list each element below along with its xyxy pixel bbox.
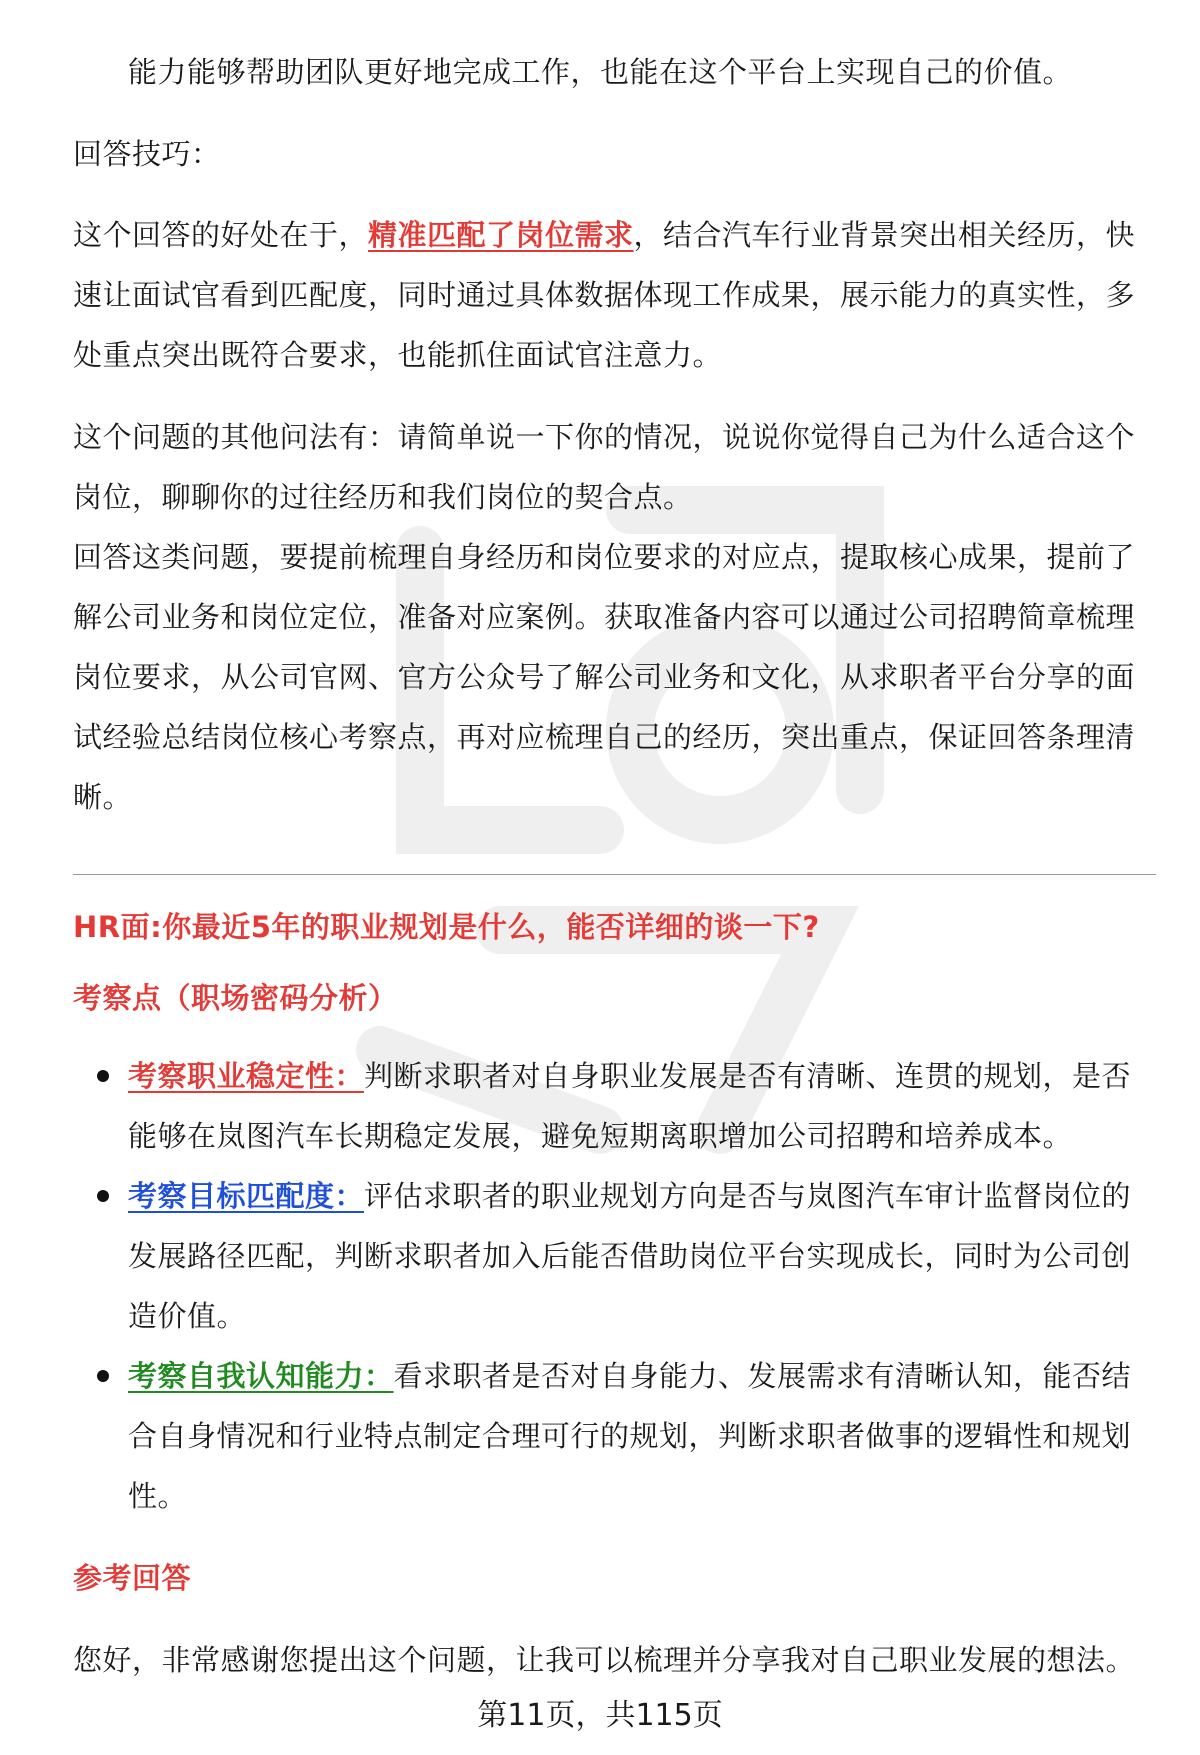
- exam-point-text: 看求职者是否对自身能力、发展需求有清晰认知，能否结合自身情况和行业特点制定合理可行的规划，判断求职者做事的逻辑性和规划性。: [128, 1359, 1132, 1513]
- page-footer: 第11页，共115页: [477, 1698, 723, 1733]
- exam-point-item: [73, 1166, 1156, 1346]
- tips-paragraph-1-before: 这个回答的好处在于，: [73, 218, 369, 252]
- tips-paragraph-1: [73, 205, 1153, 385]
- tips-paragraph-2: 这个问题的其他问法有：请简单说一下你的情况，说说你觉得自己为什么适合这个岗位，聊聊你的过往经历和我们岗位的契合点。: [73, 420, 1136, 514]
- tips-paragraph-1-after: ，结合汽车行业背景突出相关经历，快速让面试官看到匹配度，同时通过具体数据体现工作成果，展示能力的真实性，多处重点突出既符合要求，也能抓住面试官注意力。: [73, 218, 1136, 372]
- exam-points-heading: 考察点（职场密码分析）: [73, 981, 398, 1015]
- exam-point-label: 考察职业稳定性：: [128, 1059, 365, 1093]
- tips-heading: 回答技巧：: [73, 137, 221, 171]
- reference-heading: 参考回答: [73, 1561, 192, 1595]
- exam-point-item: [73, 1046, 1156, 1166]
- tips-paragraph-3: 回答这类问题，要提前梳理自身经历和岗位要求的对应点，提取核心成果，提前了解公司业务和岗位定位，准备对应案例。获取准备内容可以通过公司招聘简章梳理岗位要求，从公司官网、官方公众号了解公司业务和文化，从求职者平台分享的面试经验总结岗位核心考察点，再对应梳理自己的经历，突出重点，保证回答条理清晰。: [73, 540, 1136, 814]
- bullet-icon: [97, 1190, 109, 1202]
- question-heading: HR面:你最近5年的职业规划是什么，能否详细的谈一下?: [73, 910, 820, 944]
- exam-point-label: 考察自我认知能力：: [128, 1359, 394, 1393]
- bullet-icon: [97, 1370, 109, 1382]
- intro-continuation: 能力能够帮助团队更好地完成工作，也能在这个平台上实现自己的价值。: [128, 55, 1073, 89]
- exam-point-text: 判断求职者对自身职业发展是否有清晰、连贯的规划，是否能够在岚图汽车长期稳定发展，避免短期离职增加公司招聘和培养成本。: [128, 1059, 1132, 1153]
- exam-points-list: [73, 1046, 1156, 1526]
- section-divider: [73, 874, 1156, 875]
- bullet-icon: [97, 1070, 109, 1082]
- reference-paragraph: 您好，非常感谢您提出这个问题，让我可以梳理并分享我对自己职业发展的想法。: [73, 1643, 1136, 1677]
- exam-point-label: 考察目标匹配度：: [128, 1179, 365, 1213]
- exam-point-item: [73, 1346, 1156, 1526]
- exam-point-text: 评估求职者的职业规划方向是否与岚图汽车审计监督岗位的发展路径匹配，判断求职者加入后能否借助岗位平台实现成长，同时为公司创造价值。: [128, 1179, 1132, 1333]
- tips-highlight: 精准匹配了岗位需求: [368, 218, 634, 252]
